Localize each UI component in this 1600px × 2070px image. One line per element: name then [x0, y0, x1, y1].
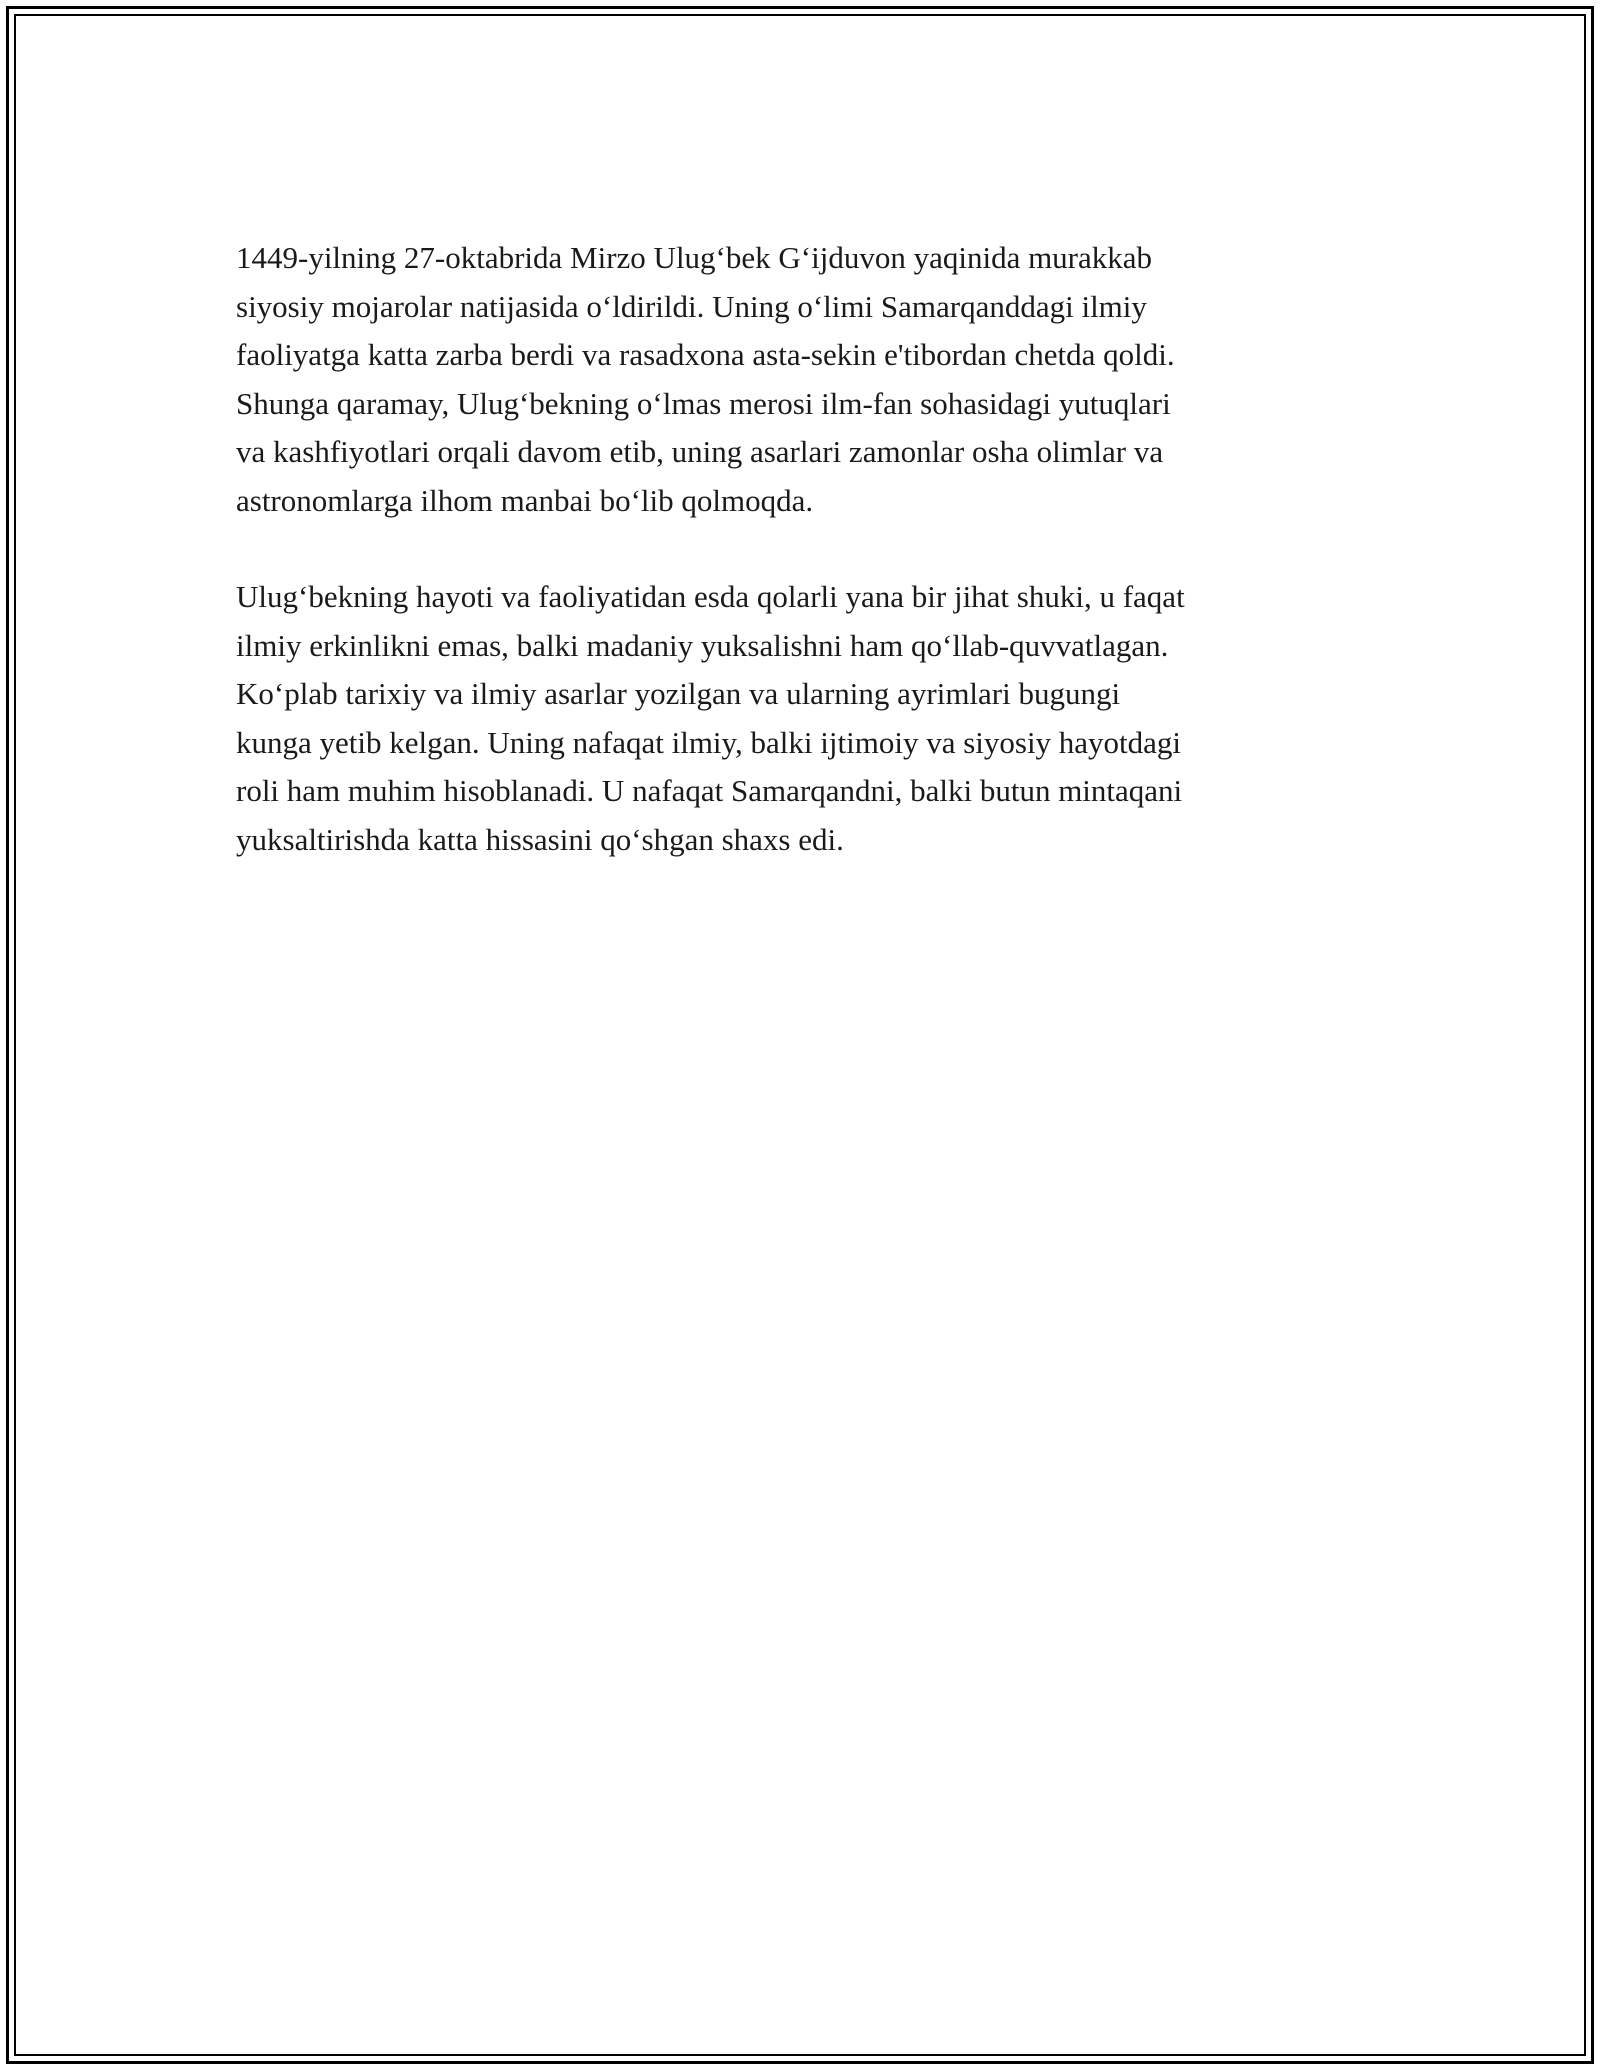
- paragraph-1: 1449-yilning 27-oktabrida Mirzo Ulug‘bek G‘ijduvon yaqinida murakkab siyosiy mojarolar natijasida o‘ldirildi. Uning o‘limi Samarqanddagi ilmiy faoliyatga katta zarba berdi va rasadxona asta-sekin e'tibordan chetda qoldi. Shunga qaramay, Ulug‘bekning o‘lmas merosi ilm-fan sohasidagi yutuqlari va kashfiyotlari orqali davom etib, uning asarlari zamonlar osha olimlar va astronomlarga ilhom manbai bo‘lib qolmoqda.: [236, 240, 1175, 518]
- document-body: [236, 234, 1366, 912]
- paragraph-2: Ulug‘bekning hayoti va faoliyatidan esda qolarli yana bir jihat shuki, u faqat ilmiy erkinlikni emas, balki madaniy yuksalishni ham qo‘llab-quvvatlagan. Ko‘plab tarixiy va ilmiy asarlar yozilgan va ularning ayrimlari bugungi kunga yetib kelgan. Uning nafaqat ilmiy, balki ijtimoiy va siyosiy hayotdagi roli ham muhim hisoblanadi. U nafaqat Samarqandni, balki butun mintaqani yuksaltirishda katta hissasini qo‘shgan shaxs edi.: [236, 579, 1185, 857]
